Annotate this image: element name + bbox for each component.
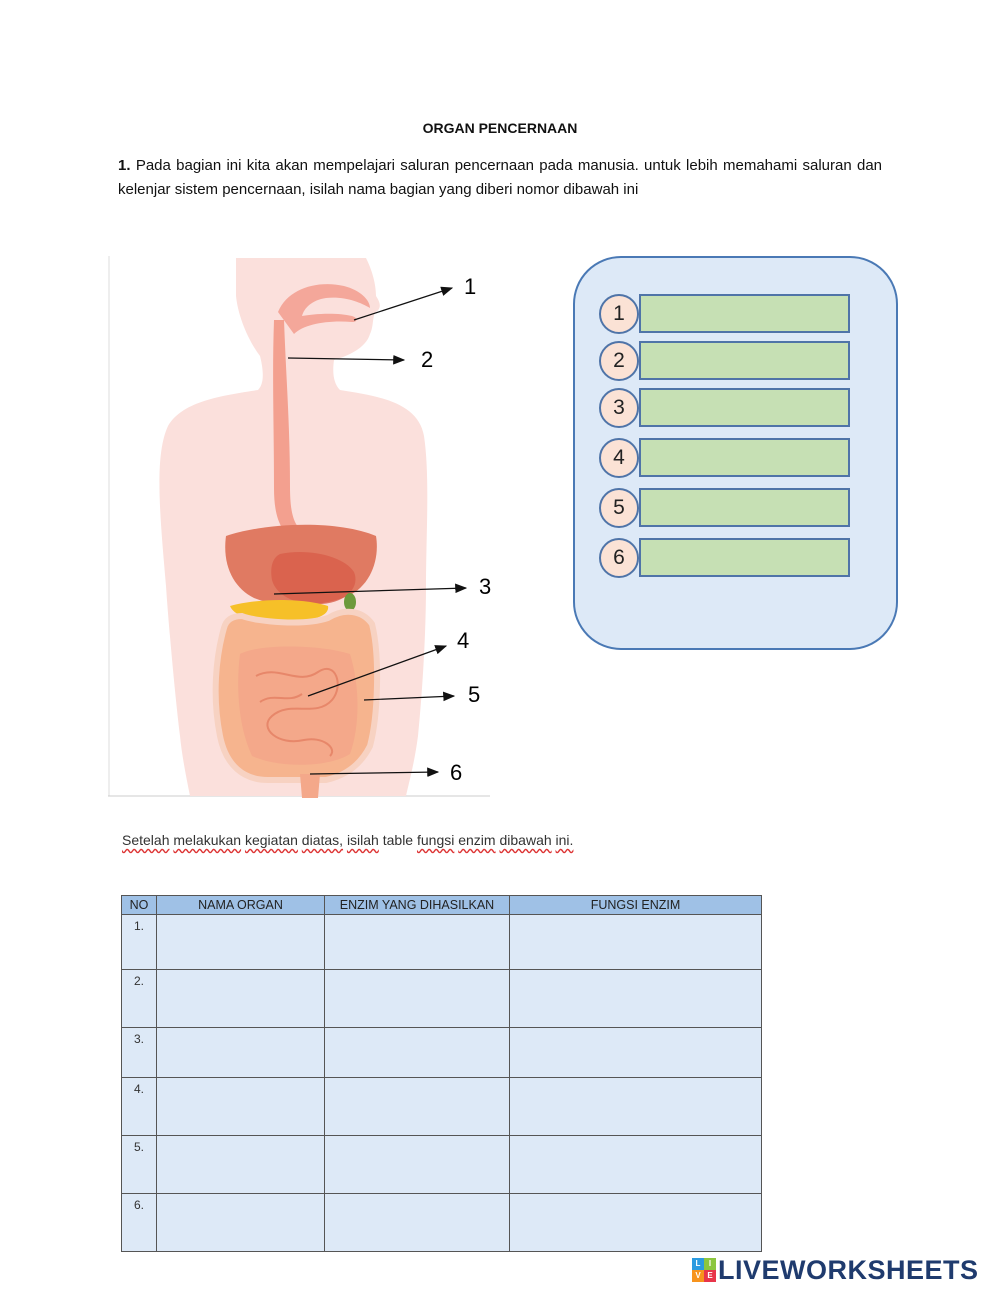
answer-input-5[interactable] (639, 488, 850, 527)
table-row (122, 970, 762, 1028)
answer-input-6[interactable] (639, 538, 850, 577)
function-cell[interactable] (510, 1078, 762, 1136)
small-intestine (238, 647, 357, 765)
row-number: 5. (122, 1136, 157, 1194)
diagram-label-4: 4 (457, 628, 470, 653)
row-number: 2. (122, 970, 157, 1028)
row-number: 3. (122, 1028, 157, 1078)
function-cell[interactable] (510, 1194, 762, 1252)
header-organ: NAMA ORGAN (157, 896, 325, 915)
organ-cell[interactable] (157, 1194, 325, 1252)
logo-mark-letter: I (704, 1258, 716, 1270)
table-row (122, 1136, 762, 1194)
answer-number: 4 (599, 438, 639, 478)
organ-cell[interactable] (157, 1136, 325, 1194)
answer-number: 6 (599, 538, 639, 578)
enzyme-cell[interactable] (325, 915, 510, 970)
gallbladder (344, 593, 356, 611)
answer-number: 5 (599, 488, 639, 528)
enzyme-table (121, 895, 762, 1252)
digestive-system-diagram (108, 256, 498, 801)
enzyme-cell[interactable] (325, 970, 510, 1028)
organ-cell[interactable] (157, 1078, 325, 1136)
diagram-label-6: 6 (450, 760, 463, 785)
instruction-word: Setelah (122, 832, 170, 848)
table-instruction (122, 832, 573, 848)
logo-mark-letter: E (704, 1270, 716, 1282)
organ-cell[interactable] (157, 915, 325, 970)
enzyme-cell[interactable] (325, 1194, 510, 1252)
diagram-label-1: 1 (464, 274, 477, 299)
answer-input-3[interactable] (639, 388, 850, 427)
organ-cell[interactable] (157, 970, 325, 1028)
answer-number: 1 (599, 294, 639, 334)
function-cell[interactable] (510, 1028, 762, 1078)
logo-mark-icon (692, 1258, 716, 1282)
rectum (300, 774, 320, 798)
question-text: Pada bagian ini kita akan mempelajari saluran pencernaan pada manusia. untuk lebih memahami saluran dan kelenjar sistem pencernaan, isilah nama bagian yang diberi nomor dibawah ini (118, 157, 882, 198)
logo-mark-letter: V (692, 1270, 704, 1282)
instruction-word: fungsi (416, 832, 455, 848)
function-cell[interactable] (510, 970, 762, 1028)
diagram-label-5: 5 (468, 682, 481, 707)
answer-number: 2 (599, 341, 639, 381)
logo-text: LIVEWORKSHEETS (718, 1254, 979, 1285)
row-number: 6. (122, 1194, 157, 1252)
table-row (122, 1028, 762, 1078)
instruction-word: isilah (346, 832, 379, 848)
liveworksheets-logo[interactable] (692, 1252, 979, 1288)
answer-input-1[interactable] (639, 294, 850, 333)
instruction-word: dibawah (499, 832, 552, 848)
enzyme-cell[interactable] (325, 1136, 510, 1194)
function-cell[interactable] (510, 1136, 762, 1194)
header-enzyme: ENZIM YANG DIHASILKAN (325, 896, 510, 915)
header-function: FUNGSI ENZIM (510, 896, 762, 915)
function-cell[interactable] (510, 915, 762, 970)
header-no: NO (122, 896, 157, 915)
row-number: 4. (122, 1078, 157, 1136)
answer-number: 3 (599, 388, 639, 428)
diagram-label-3: 3 (479, 574, 492, 599)
instruction-word: kegiatan (244, 832, 298, 848)
intro-paragraph (118, 154, 882, 202)
organ-cell[interactable] (157, 1028, 325, 1078)
answer-input-4[interactable] (639, 438, 850, 477)
answer-panel (573, 256, 898, 650)
diagram-label-2: 2 (421, 347, 434, 372)
row-number: 1. (122, 915, 157, 970)
page-title: ORGAN PENCERNAAN (422, 120, 578, 136)
table-row (122, 915, 762, 970)
instruction-word: melakukan (173, 832, 242, 848)
enzyme-cell[interactable] (325, 1028, 510, 1078)
instruction-word: enzim (458, 832, 496, 848)
table-header-row (122, 896, 762, 915)
enzyme-cell[interactable] (325, 1078, 510, 1136)
instruction-word: diatas, (301, 832, 344, 848)
instruction-word: table (378, 832, 417, 848)
instruction-word: ini. (555, 832, 574, 848)
answer-input-2[interactable] (639, 341, 850, 380)
logo-mark-letter: L (692, 1258, 704, 1270)
question-number: 1. (118, 157, 131, 174)
table-row (122, 1194, 762, 1252)
table-row (122, 1078, 762, 1136)
